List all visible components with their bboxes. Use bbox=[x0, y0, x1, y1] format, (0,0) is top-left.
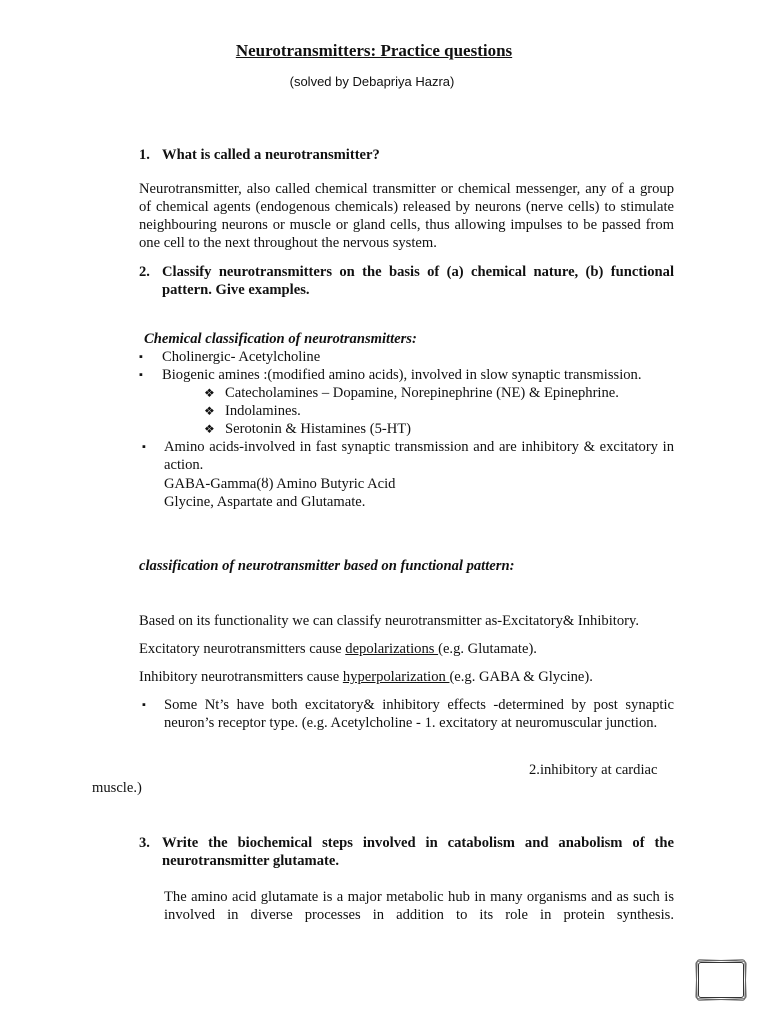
bullet-cholinergic: Cholinergic- Acetylcholine bbox=[162, 349, 321, 365]
sub-bullet-catecholamines: Catecholamines – Dopamine, Norepinephrine (NE) & Epinephrine. bbox=[225, 385, 619, 401]
bullet-icon: ▪ bbox=[139, 369, 143, 381]
diamond-bullet-icon: ❖ bbox=[204, 404, 215, 418]
hyperpolarization-term: hyperpolarization bbox=[342, 669, 450, 685]
functional-classification-heading: classification of neurotransmitter based on functional pattern: bbox=[139, 558, 515, 574]
page-stack-icon[interactable] bbox=[698, 962, 744, 998]
muscle-line: muscle.) bbox=[92, 780, 142, 796]
chemical-classification-heading: Chemical classification of neurotransmitters: bbox=[144, 331, 417, 347]
excitatory-prefix: Excitatory neurotransmitters cause bbox=[139, 641, 346, 657]
document-subtitle: (solved by Debapriya Hazra) bbox=[289, 74, 455, 89]
sub-bullet-indolamines: Indolamines. bbox=[225, 403, 301, 419]
bullet-icon: ▪ bbox=[142, 441, 146, 453]
question-1-answer: Neurotransmitter, also called chemical transmitter or chemical messenger, any of a group of chemical agents (endogenous chemicals) released by neurons (nerve cells) to stimulate neighbouring neurons or muscle or gland cells, thus allowing impulses to be passed from one cell to the next throughout the nervous system. bbox=[139, 181, 674, 251]
question-3-answer: The amino acid glutamate is a major metabolic hub in many organisms and as such is involved in diverse processes in addition to its role in protein synthesis. bbox=[164, 889, 674, 923]
question-1-number: 1. bbox=[139, 147, 150, 163]
bullet-icon: ▪ bbox=[139, 351, 143, 363]
functional-intro: Based on its functionality we can classify neurotransmitter as-Excitatory& Inhibitory. bbox=[139, 613, 639, 629]
diamond-bullet-icon: ❖ bbox=[204, 422, 215, 436]
bullet-icon: ▪ bbox=[142, 699, 146, 711]
excitatory-suffix: (e.g. Glutamate). bbox=[438, 641, 537, 657]
cardiac-line: 2.inhibitory at cardiac bbox=[529, 762, 658, 778]
document-title: Neurotransmitters: Practice questions bbox=[235, 41, 513, 60]
question-3-number: 3. bbox=[139, 835, 150, 851]
bullet-amino-acids: Amino acids-involved in fast synaptic transmission and are inhibitory & excitatory in action. bbox=[164, 439, 674, 473]
amino-acids-gaba: GABA-Gamma(ȣ) Amino Butyric Acid bbox=[164, 476, 396, 492]
excitatory-line bbox=[139, 640, 537, 658]
depolarizations-term: depolarizations bbox=[345, 641, 439, 657]
sub-bullet-serotonin: Serotonin & Histamines (5-HT) bbox=[225, 421, 412, 437]
question-1-text: What is called a neurotransmitter? bbox=[162, 147, 380, 163]
inhibitory-suffix: (e.g. GABA & Glycine). bbox=[449, 669, 593, 685]
amino-acids-glycine: Glycine, Aspartate and Glutamate. bbox=[164, 494, 366, 510]
question-3-text: Write the biochemical steps involved in catabolism and anabolism of the neurotransmitter glutamate. bbox=[162, 835, 674, 869]
inhibitory-line bbox=[139, 668, 593, 686]
question-2-text: Classify neurotransmitters on the basis of (a) chemical nature, (b) functional pattern. Give examples. bbox=[162, 264, 674, 298]
diamond-bullet-icon: ❖ bbox=[204, 386, 215, 400]
inhibitory-prefix: Inhibitory neurotransmitters cause bbox=[139, 669, 343, 685]
bullet-both-effects: Some Nt’s have both excitatory& inhibitory effects -determined by post synaptic neuron’s receptor type. (e.g. Acetylcholine - 1. excitatory at neuromuscular junction. bbox=[164, 697, 674, 731]
question-2-number: 2. bbox=[139, 264, 150, 280]
bullet-biogenic-amines: Biogenic amines :(modified amino acids), involved in slow synaptic transmission. bbox=[162, 367, 642, 383]
